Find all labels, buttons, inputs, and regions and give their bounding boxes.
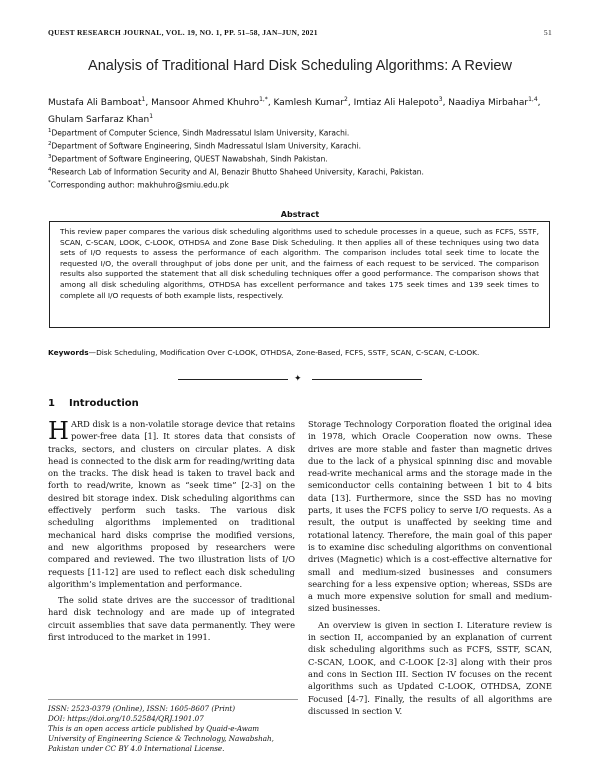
intro-paragraph-1 — [48, 418, 295, 590]
divider-line-left — [178, 379, 288, 380]
abstract-heading: Abstract — [280, 210, 320, 219]
affiliation-item: $^1$Department of Computer Science, Sindh Madressatul Islam University, Karachi. — [48, 128, 350, 138]
drop-cap-continuation: ARD — [70, 419, 90, 429]
keywords-label: Keywords — [48, 348, 89, 357]
affiliation-mark: * — [48, 180, 51, 186]
author-affiliation-mark: 3 — [438, 96, 443, 103]
footnote-issn: ISSN: 2523-0379 (Online), ISSN: 1605-8607 (Print) — [48, 704, 236, 713]
journal-citation: QUEST RESEARCH JOURNAL, VOL. 19, NO. 1, PP. 51–58, JAN–JUN, 2021 — [48, 28, 318, 37]
affiliation-mark: 3 — [48, 154, 52, 160]
paper-title: Analysis of Traditional Hard Disk Scheduling Algorithms: A Review — [88, 58, 512, 74]
intro-paragraph-2: The solid state drives are the successor of traditional hard disk technology and are made up of integrated circuit assemblies that save data permanently. They were first introduced to the market in 1991. — [48, 595, 295, 643]
author-list: Mustafa Ali Bamboat$^1$, Mansoor Ahmed Khuhro$^{1,*}$, Kamlesh Kumar$^2$, Imtiaz Ali Halepoto$^3$, Naadiya Mirbahar$^{1,4}$, Ghulam Sarfaraz Khan$^1$ — [48, 96, 541, 125]
author-name: Mansoor Ahmed Khuhro — [151, 98, 260, 108]
section-title: Introduction — [68, 398, 139, 409]
page-number: 51 — [543, 28, 552, 37]
author-affiliation-mark: 1,4 — [528, 96, 538, 103]
affiliation-mark: 1 — [48, 128, 52, 134]
author-name: Naadiya Mirbahar — [448, 98, 529, 108]
author-name: Ghulam Sarfaraz Khan — [48, 115, 150, 125]
affiliation-item: $^3$Department of Software Engineering, QUEST Nawabshah, Sindh Pakistan. — [48, 154, 328, 164]
affiliation-item: *Corresponding author: makhuhro@smiu.edu.pk — [48, 180, 229, 190]
author-name: Kamlesh Kumar — [273, 98, 345, 108]
affiliation-list — [48, 126, 552, 191]
publication-footnote — [48, 704, 298, 754]
right-column — [308, 418, 552, 717]
affiliation-item: $^4$Research Lab of Information Security and AI, Benazir Bhutto Shaheed University, Karachi, Pakistan. — [48, 167, 424, 177]
footnote-license: This is an open access article published by Quaid-e-Awam University of Engineering Science & Technology, Nawabshah, Pakistan under CC BY 4.0 International License. — [48, 724, 274, 753]
author-name: Mustafa Ali Bamboat — [48, 98, 142, 108]
keywords-line — [48, 348, 552, 357]
author-affiliation-mark: 2 — [344, 96, 348, 103]
divider-ornament-icon: ✦ — [294, 374, 302, 384]
divider-line-right — [312, 379, 422, 380]
section-heading — [48, 398, 139, 409]
intro-paragraph-4: An overview is given in section I. Literature review is in section II, accompanied by an explanation of current disk scheduling algorithms such as FCFS, SSTF, SCAN, C-SCAN, LOOK, and C-LOOK [2-3] along with their pros and cons in Section III. Section IV focuses on the recent algorithms such as Updated C-LOOK, OTHDSA, ZONE Focused [4-7]. Finally, the results of all algorithms are discussed in section V. — [308, 619, 552, 716]
footnote-rule — [48, 699, 298, 700]
section-divider — [178, 375, 422, 385]
footnote-doi: DOI: https://doi.org/10.52584/QRJ.1901.07 — [48, 714, 204, 723]
abstract-text: This review paper compares the various disk scheduling algorithms used to schedule processes in a queue, such as FCFS, SSTF, SCAN, C-SCAN, LOOK, C-LOOK, OTHDSA and Zone Base Disk Scheduling. It then applies all of these techniques using two data sets of I/O requests to assess the performance of each algorithm. The comparison includes total seek time to locate the requested I/O, the overall throughput of jobs done per unit, and the fairness of each request to be serviced. The comparison results also supported the statement that all disk scheduling techniques offer a good performance. The comparison shows that among all disk scheduling algorithms, OTHDSA has excellent performance and takes 175 seek times and 139 seek times to complete all I/O requests of both example lists, respectively. — [60, 227, 539, 300]
affiliation-mark: 4 — [48, 167, 52, 173]
affiliation-item: $^2$Department of Software Engineering, Sindh Madressatul Islam University, Karachi. — [48, 141, 362, 151]
intro-paragraph-3: Storage Technology Corporation floated the original idea in 1978, which Oracle Cooperation now owns. These drives are more stable and faster than magnetic drives due to the lack of a physical spinning disc and movable read-write mechanical arms and the storage made in the semiconductor cells containing between 1 bit to 4 bits data [13]. Furthermore, since the SSD has no moving parts, it uses the FCFS policy to serve I/O requests. As a result, the output is unaffected by seeking time and rotational latency. Therefore, the main goal of this paper is to examine disc scheduling algorithms on conventional drives (Magnetic) which is a cost-effective alternative for small and medium-sized businesses and consumers searching for a less expensive option; whereas, SSDs are a much more expensive solution for small and medium-sized businesses. — [308, 419, 552, 614]
abstract-box — [49, 221, 550, 328]
author-affiliation-mark: 1,* — [259, 96, 268, 103]
left-column — [48, 418, 295, 643]
keywords-text: —Disk Scheduling, Modification Over C-LOOK, OTHDSA, Zone-Based, FCFS, SSTF, SCAN, C-SCAN, C-LOOK. — [88, 348, 480, 357]
author-affiliation-mark: 1 — [149, 113, 154, 120]
section-number: 1 — [48, 398, 55, 409]
author-affiliation-mark: 1 — [141, 96, 146, 103]
drop-cap: H — [48, 417, 69, 445]
author-name: Imtiaz Ali Halepoto — [353, 98, 439, 108]
affiliation-mark: 2 — [48, 141, 52, 147]
intro-paragraph-1-text: disk is a non-volatile storage device that retains power-free data [1]. It stores data that consists of tracks, sectors, and clusters on circular plates. A disk head is connected to the disk arm for reading/writing data on the tracks. The disk head is taken to travel back and forth to read/write, known as “seek time” [2-3] on the desired bit storage index. Disk scheduling algorithms can effectively perform such tasks. The various disk scheduling algorithms implemented on traditional mechanical hard disks comprise the modified versions, and new algorithms proposed by researchers were compared and reviewed. The two illustration lists of I/O requests [11-12] are used to reflect each disk scheduling algorithm’s implementation and performance. — [48, 419, 295, 589]
